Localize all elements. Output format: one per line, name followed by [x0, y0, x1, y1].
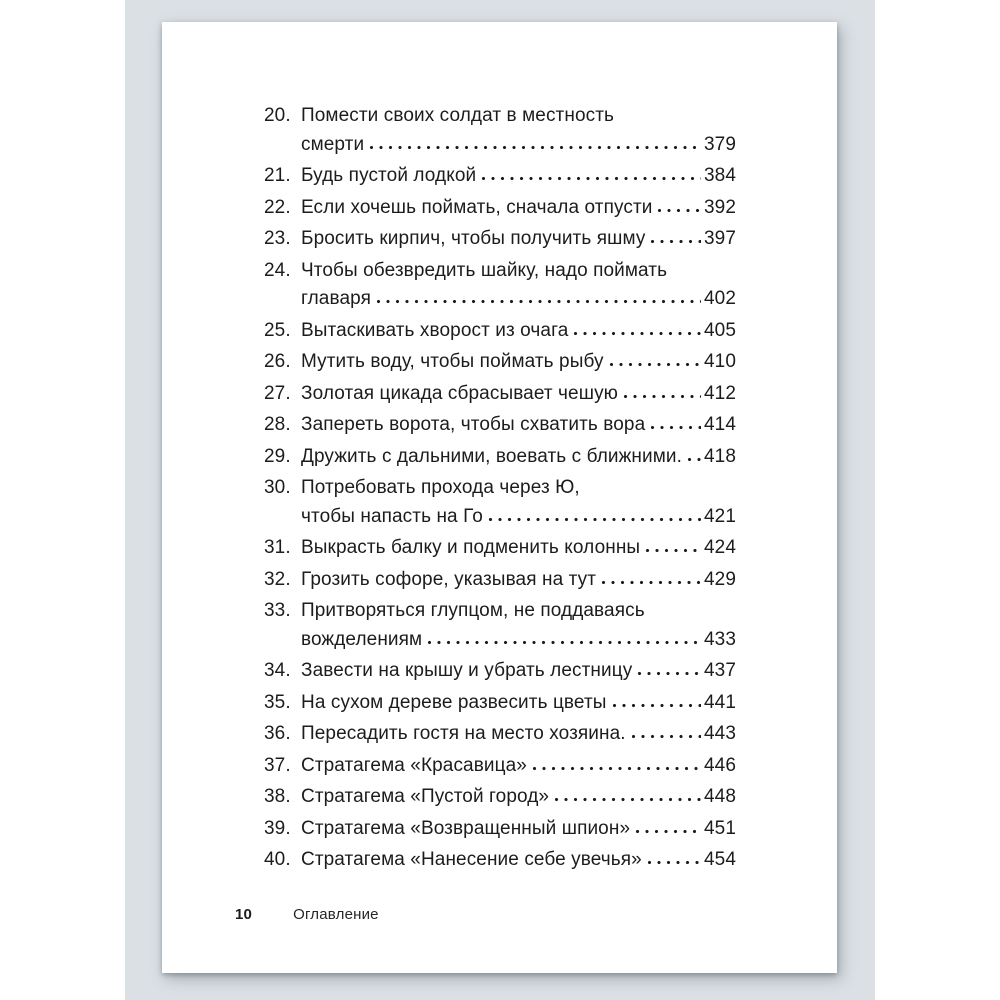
toc-entry-number: 33. [264, 600, 291, 621]
toc-entry-body [301, 752, 736, 781]
toc-entry-page-number: 421 [703, 505, 736, 527]
toc-entry-title: чтобы напасть на Го [301, 505, 483, 527]
toc-entry-line-last [301, 285, 736, 314]
toc-entry-number: 37. [264, 754, 291, 776]
toc-entry-line-last [301, 380, 736, 409]
toc-entry [264, 752, 736, 781]
toc-entry-number: 34. [264, 660, 291, 681]
toc-entry-line-last [301, 783, 736, 812]
toc-entry-title: Стратагема «Пустой город» [301, 786, 550, 807]
toc-entry [264, 225, 736, 254]
toc-entry [264, 657, 736, 686]
dot-leader [481, 176, 701, 181]
toc-entry-title: Будь пустой лодкой [301, 165, 477, 186]
toc-entry-body [301, 411, 736, 440]
toc-entry-number: 22. [264, 196, 291, 218]
toc-entry-page-number: 412 [703, 382, 736, 404]
toc-entry-title: Потребовать прохода через Ю, [301, 477, 580, 498]
dot-leader [532, 766, 701, 771]
toc-entry-line-last [301, 131, 736, 160]
dot-leader [554, 797, 701, 802]
dot-leader [612, 703, 701, 708]
dot-leader [635, 829, 701, 834]
dot-leader [631, 734, 701, 739]
toc-entry-title: главаря [301, 288, 371, 309]
toc-entry-line [301, 474, 736, 503]
toc-entry-title: Чтобы обезвредить шайку, надо поймать [301, 259, 668, 281]
toc-entry-body [301, 162, 736, 191]
page-footer [235, 906, 379, 923]
toc-entry-body [301, 380, 736, 409]
toc-entry-body [301, 194, 736, 223]
toc-entry [264, 474, 736, 531]
toc-entry-line-last [301, 815, 736, 844]
toc-entry-number: 30. [264, 477, 291, 498]
toc-entry [264, 380, 736, 409]
dot-leader [623, 394, 701, 399]
toc-entry [264, 348, 736, 377]
toc-entry-line-last [301, 752, 736, 781]
toc-entry-line-last [301, 162, 736, 191]
toc-entry-page-number: 414 [703, 414, 736, 435]
toc-entry-body [301, 225, 736, 254]
toc-entry-body [301, 815, 736, 844]
toc-entry-line-last [301, 566, 736, 595]
toc-entry-number: 38. [264, 786, 291, 807]
toc-entry-number: 26. [264, 351, 291, 372]
toc-entry-page-number: 441 [703, 691, 736, 713]
toc-entry-body [301, 566, 736, 595]
toc-entry-line-last [301, 657, 736, 686]
toc-entry-page-number: 437 [703, 660, 736, 681]
toc-entry-body [301, 846, 736, 875]
toc-entry-page-number: 418 [703, 445, 736, 467]
toc-entry-page-number: 392 [703, 196, 736, 218]
toc-entry-title: Вытаскивать хворост из очага [301, 319, 569, 341]
toc-entry-body [301, 783, 736, 812]
toc-entry-title: Бросить кирпич, чтобы получить яшму [301, 228, 646, 249]
toc-entry [264, 846, 736, 875]
toc-entry-line-last [301, 846, 736, 875]
toc-entry [264, 102, 736, 159]
toc-entry [264, 689, 736, 718]
toc-entry-title: Дружить с дальними, воевать с ближними. [301, 445, 682, 467]
toc-entry-title: смерти [301, 133, 365, 155]
toc-entry-title: Притворяться глупцом, не поддаваясь [301, 600, 645, 621]
running-title: Оглавление [293, 906, 379, 923]
toc-entry-title: Грозить софоре, указывая на тут [301, 568, 597, 590]
toc-entry-body [301, 474, 736, 531]
toc-entry-page-number: 429 [703, 568, 736, 590]
toc-entry [264, 815, 736, 844]
toc-entry-line-last [301, 317, 736, 346]
toc-entry-line-last [301, 534, 736, 563]
toc-entry-page-number: 402 [703, 288, 736, 309]
toc-entry-page-number: 424 [703, 537, 736, 558]
toc-entry [264, 257, 736, 314]
toc-entry-line [301, 257, 736, 286]
toc-entry-line-last [301, 720, 736, 749]
dot-leader [427, 640, 701, 645]
dot-leader [650, 425, 701, 430]
toc-entry-body [301, 534, 736, 563]
dot-leader [369, 145, 701, 150]
toc-entry-number: 32. [264, 568, 291, 590]
toc-entry-page-number: 379 [703, 133, 736, 155]
toc-entry-page-number: 397 [703, 228, 736, 249]
dot-leader [637, 671, 701, 676]
toc-entry-number: 35. [264, 691, 291, 713]
dot-leader [657, 208, 701, 213]
dot-leader [687, 457, 701, 462]
dot-leader [601, 580, 701, 585]
toc-entry-title: Стратагема «Нанесение себе увечья» [301, 849, 642, 870]
toc-entry-title: Помести своих солдат в местность [301, 105, 615, 126]
toc-entry-title: Мутить воду, чтобы поймать рыбу [301, 351, 604, 372]
toc-entry-title: Пересадить гостя на место хозяина. [301, 723, 626, 744]
toc-entry-title: Завести на крышу и убрать лестницу [301, 660, 633, 681]
toc-entry-page-number: 451 [703, 817, 736, 839]
toc-entry-body [301, 443, 736, 472]
toc-entry-number: 25. [264, 319, 291, 341]
toc-entry-title: Стратагема «Красавица» [301, 754, 527, 776]
toc-entry-number: 27. [264, 382, 291, 404]
toc-entry-number: 39. [264, 817, 291, 839]
toc-entry-body [301, 597, 736, 654]
toc-entry-body [301, 689, 736, 718]
toc-entry [264, 194, 736, 223]
toc-entry-number: 23. [264, 228, 291, 249]
dot-leader [488, 517, 701, 522]
dot-leader [647, 860, 701, 865]
toc-entry-page-number: 443 [703, 723, 736, 744]
toc-entry-number: 21. [264, 165, 291, 186]
toc-entry-number: 24. [264, 259, 291, 281]
toc-entry-line-last [301, 225, 736, 254]
toc-entry-body [301, 102, 736, 159]
toc-entry-title: Выкрасть балку и подменить колонны [301, 537, 641, 558]
toc-entry-page-number: 384 [703, 165, 736, 186]
toc-entry-number: 36. [264, 723, 291, 744]
toc-entry-page-number: 410 [703, 351, 736, 372]
toc-entry [264, 783, 736, 812]
toc-entry [264, 534, 736, 563]
toc-entry-page-number: 446 [703, 754, 736, 776]
toc-entry-line-last [301, 348, 736, 377]
dot-leader [650, 239, 701, 244]
toc-entry-line-last [301, 194, 736, 223]
toc-entry-page-number: 454 [703, 849, 736, 870]
folio-page-number: 10 [235, 906, 253, 923]
toc-entry [264, 597, 736, 654]
toc-entry-title: На сухом дереве развесить цветы [301, 691, 607, 713]
toc-entry [264, 720, 736, 749]
toc-entry-line [301, 597, 736, 626]
toc-entry-title: Стратагема «Возвращенный шпион» [301, 817, 631, 839]
toc-entry [264, 443, 736, 472]
toc-entry-body [301, 348, 736, 377]
toc-entry-page-number: 448 [703, 786, 736, 807]
toc-entry [264, 566, 736, 595]
toc-entry-line-last [301, 443, 736, 472]
toc-entry-number: 31. [264, 537, 291, 558]
toc-entry-title: вожделениям [301, 628, 423, 650]
toc-entry-title: Запереть ворота, чтобы схватить вора [301, 414, 646, 435]
toc-entry-title: Если хочешь поймать, сначала отпусти [301, 196, 653, 218]
toc-entry-number: 20. [264, 105, 291, 126]
toc-entry-body [301, 720, 736, 749]
toc-entry-number: 28. [264, 414, 291, 435]
dot-leader [645, 548, 701, 553]
toc-entry [264, 317, 736, 346]
toc-entry-line-last [301, 503, 736, 532]
toc-entry-line-last [301, 689, 736, 718]
toc-entry-page-number: 433 [703, 628, 736, 650]
toc-entry-number: 29. [264, 445, 291, 467]
gray-backdrop [125, 0, 875, 1000]
toc-entry-body [301, 257, 736, 314]
toc-entry-line-last [301, 626, 736, 655]
toc-list [264, 102, 736, 878]
toc-entry-number: 40. [264, 849, 291, 870]
book-page [162, 22, 837, 973]
toc-entry [264, 162, 736, 191]
dot-leader [573, 331, 701, 336]
toc-entry-line [301, 102, 736, 131]
toc-entry-page-number: 405 [703, 319, 736, 341]
toc-entry-body [301, 657, 736, 686]
toc-entry-line-last [301, 411, 736, 440]
toc-entry-title: Золотая цикада сбрасывает чешую [301, 382, 619, 404]
toc-entry-body [301, 317, 736, 346]
dot-leader [376, 299, 701, 304]
toc-entry [264, 411, 736, 440]
dot-leader [609, 362, 701, 367]
